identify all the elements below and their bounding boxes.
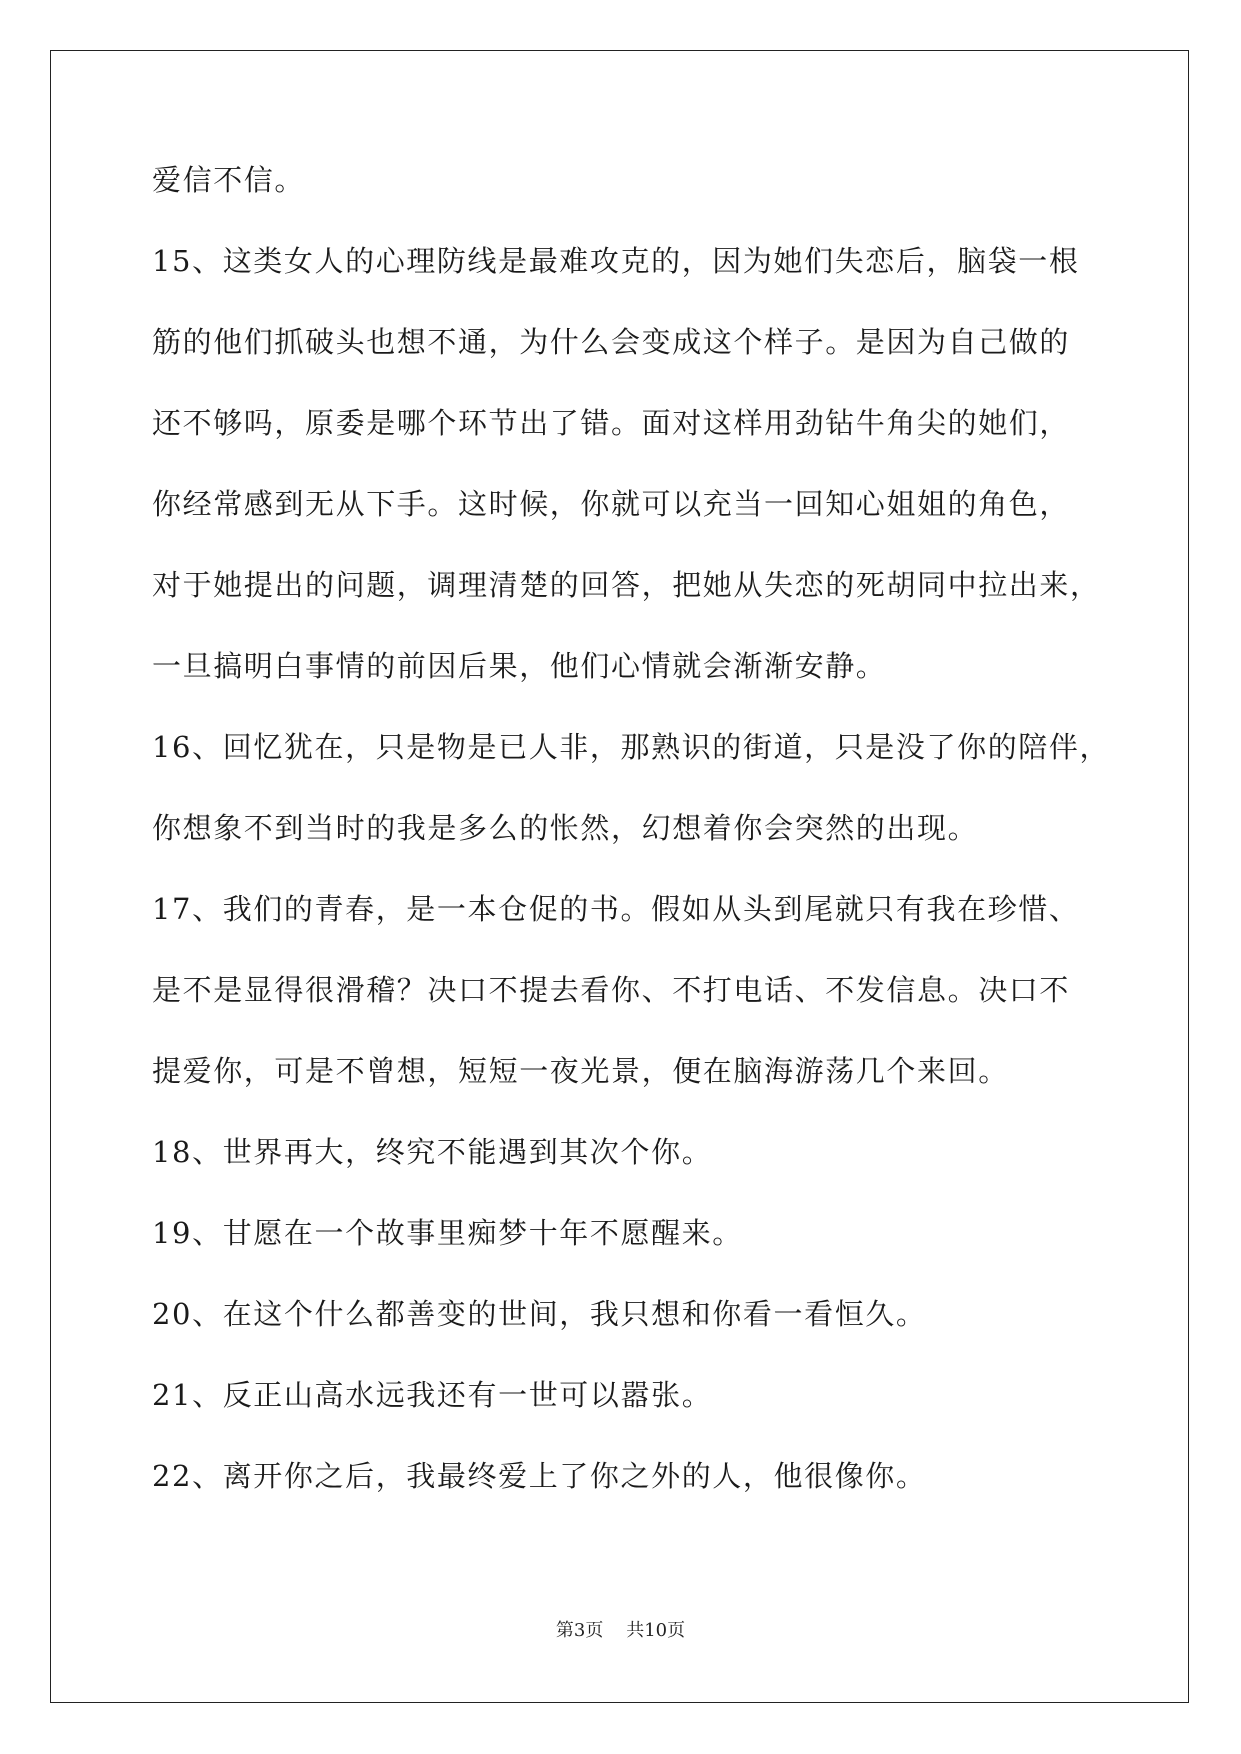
page-number: 第3页: [555, 1620, 604, 1641]
text-line: 20、在这个什么都善变的世间，我只想和你看一看恒久。: [152, 1297, 927, 1331]
text-line: 爱信不信。: [152, 163, 306, 197]
text-line: 一旦搞明白事情的前因后果，他们心情就会渐渐安静。: [152, 649, 887, 683]
page-footer: [0, 1616, 1241, 1642]
text-line: 15、这类女人的心理防线是最难攻克的，因为她们失恋后，脑袋一根: [152, 244, 1080, 278]
text-line: 筋的他们抓破头也想不通，为什么会变成这个样子。是因为自己做的: [152, 325, 1071, 359]
text-line: 是不是显得很滑稽？决口不提去看你、不打电话、不发信息。决口不: [152, 973, 1071, 1007]
text-line: 16、回忆犹在，只是物是已人非，那熟识的街道，只是没了你的陪伴，: [152, 730, 1111, 764]
text-line: 提爱你，可是不曾想，短短一夜光景，便在脑海游荡几个来回。: [152, 1054, 1009, 1088]
text-line: 17、我们的青春，是一本仓促的书。假如从头到尾就只有我在珍惜、: [152, 892, 1080, 926]
text-line: 对于她提出的问题，调理清楚的回答，把她从失恋的死胡同中拉出来，: [152, 568, 1101, 602]
text-line: 18、世界再大，终究不能遇到其次个你。: [152, 1135, 713, 1169]
text-line: 还不够吗，原委是哪个环节出了错。面对这样用劲钻牛角尖的她们，: [152, 406, 1071, 440]
text-line: 你经常感到无从下手。这时候，你就可以充当一回知心姐姐的角色，: [152, 487, 1071, 521]
document-body: [152, 140, 1111, 1517]
text-line: 你想象不到当时的我是多么的怅然，幻想着你会突然的出现。: [152, 811, 979, 845]
text-line: 22、离开你之后，我最终爱上了你之外的人，他很像你。: [152, 1459, 927, 1493]
text-line: 19、甘愿在一个故事里痴梦十年不愿醒来。: [152, 1216, 743, 1250]
page-total: 共10页: [626, 1620, 686, 1641]
text-line: 21、反正山高水远我还有一世可以嚣张。: [152, 1378, 713, 1412]
